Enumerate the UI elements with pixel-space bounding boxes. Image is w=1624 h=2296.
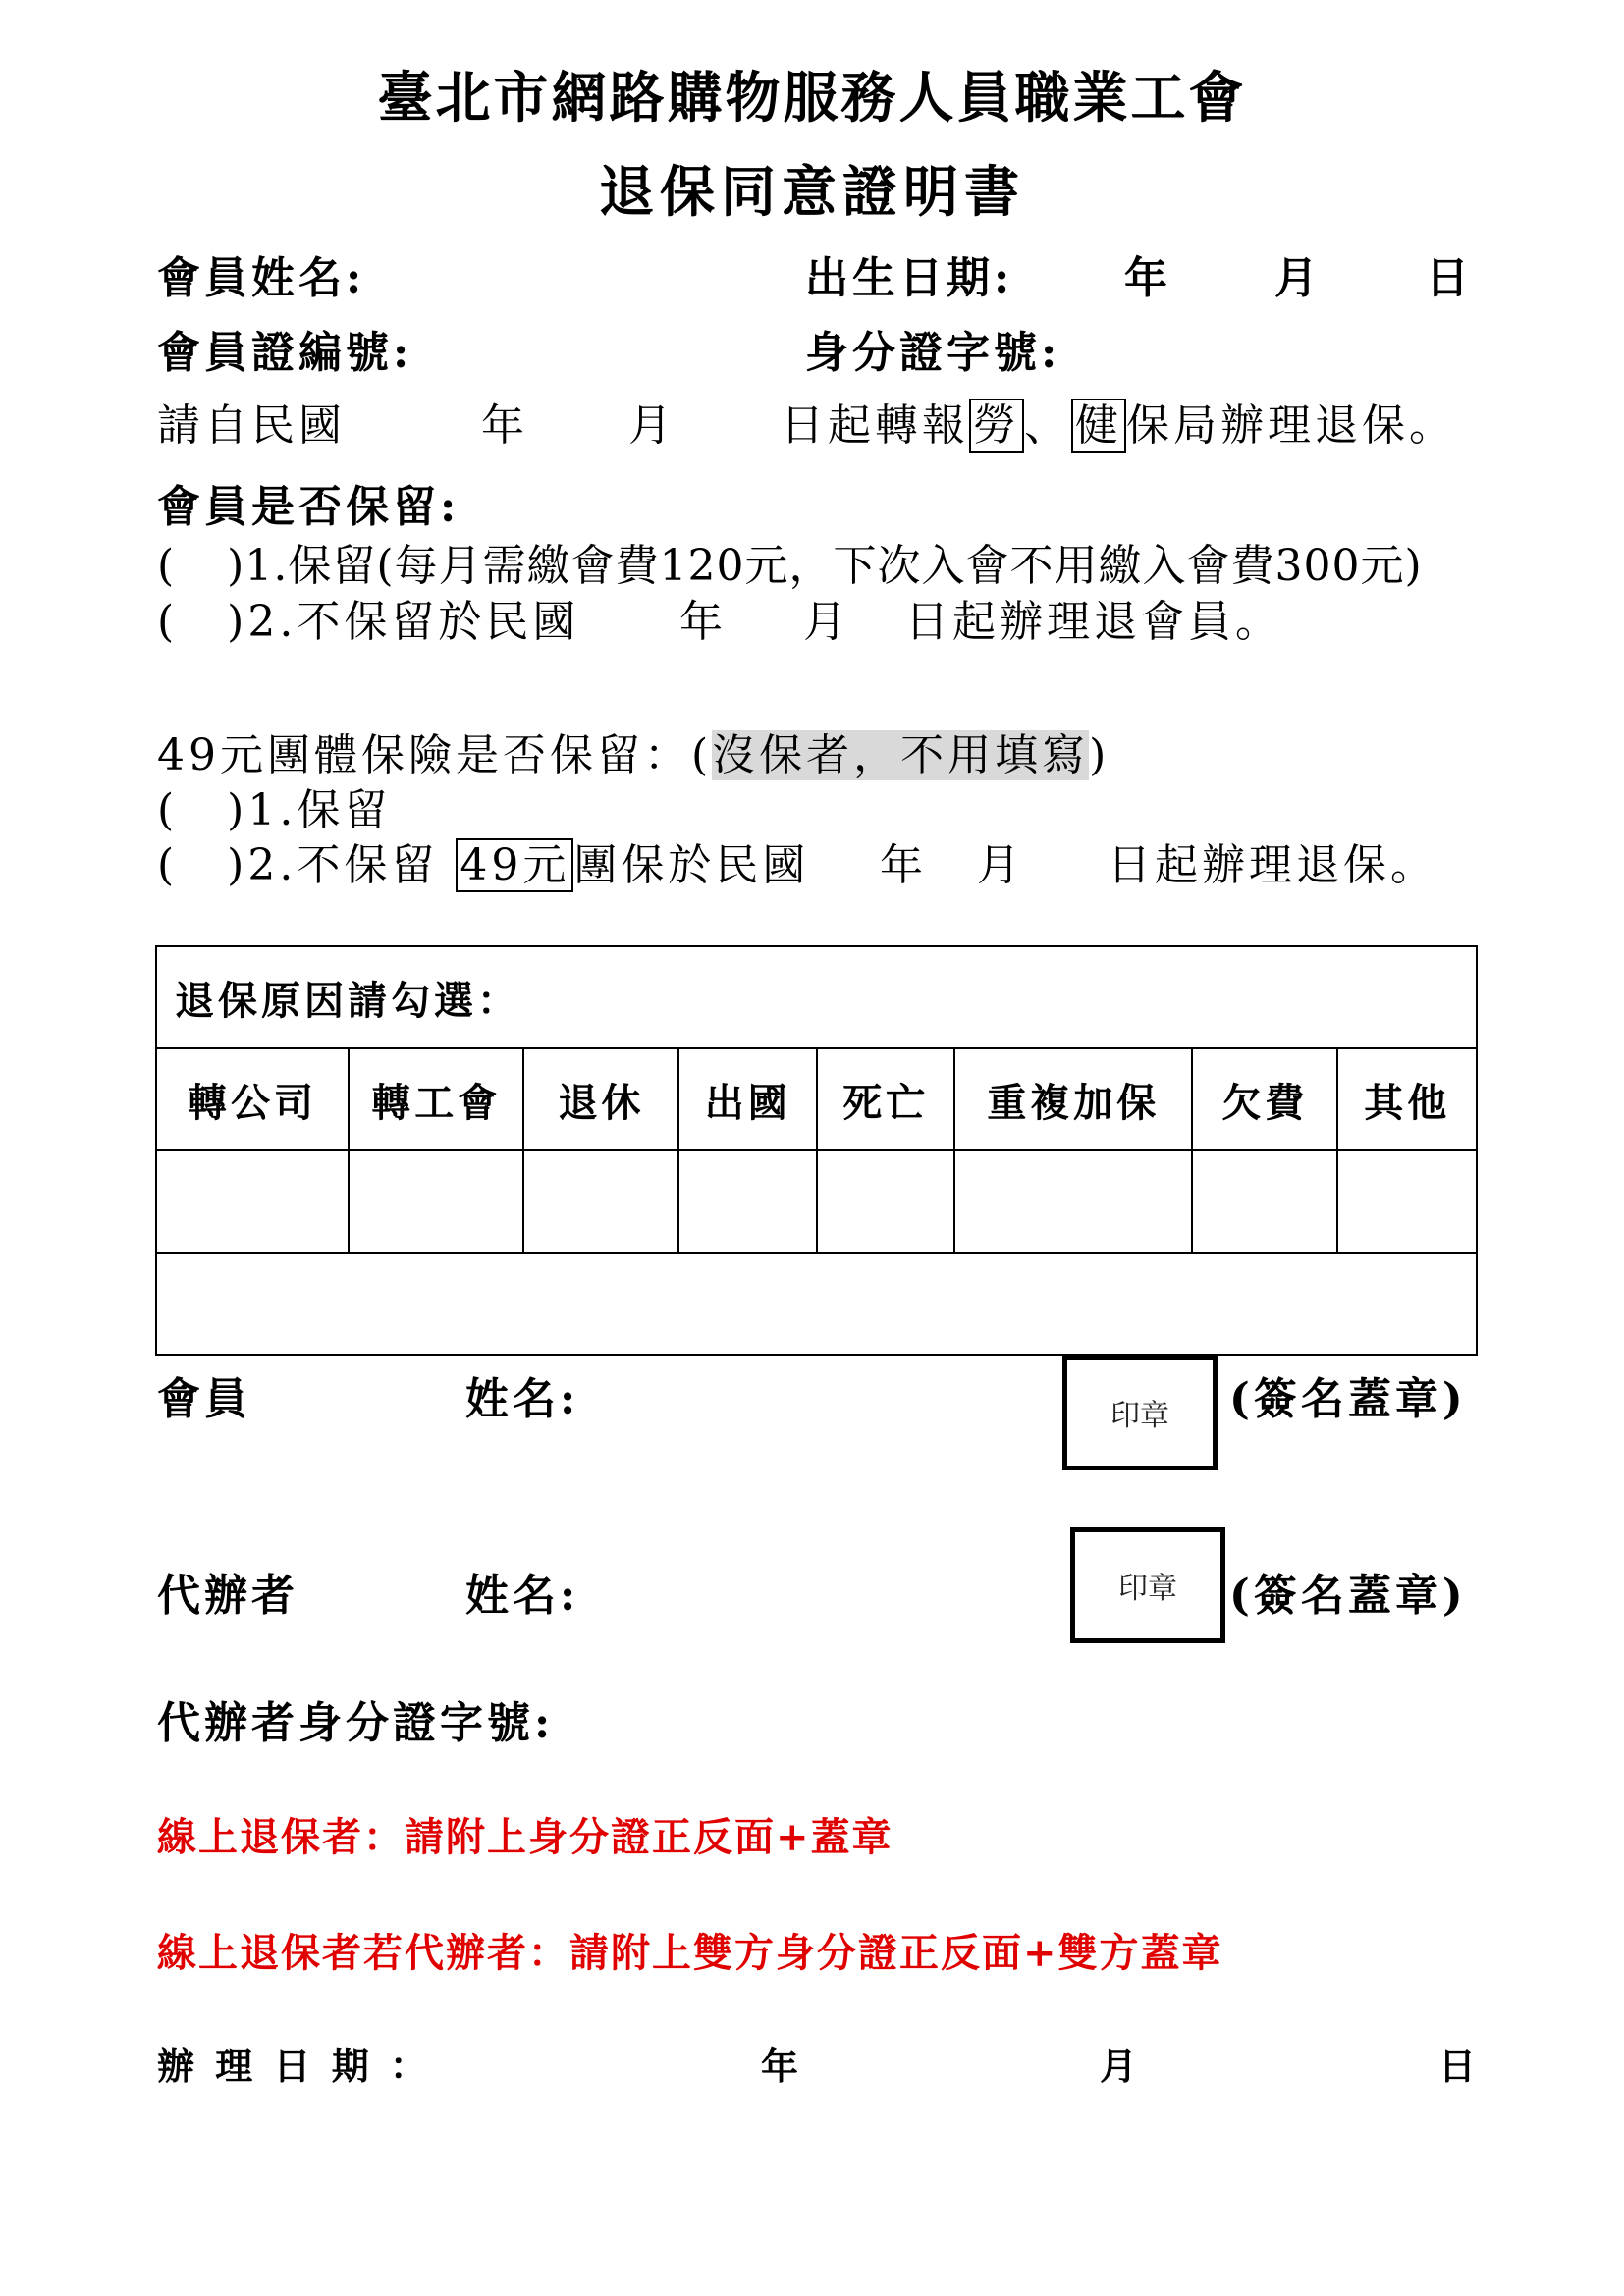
- group-option-2: [157, 840, 810, 890]
- transfer-suffix-line: [781, 400, 1456, 451]
- group-insurance-question-text: 49元團體保險是否保留：(: [157, 730, 713, 780]
- process-date-label: 辦 理 日 期 ：: [157, 2044, 431, 2088]
- agent-sign-note: (簽名蓋章): [1229, 1571, 1467, 1621]
- agent-sign-name-label: 姓名:: [465, 1571, 580, 1621]
- reasons-caption-row: [156, 946, 1477, 1048]
- member-stamp-box[interactable]: 印章: [1062, 1355, 1218, 1470]
- process-date-year: 年: [761, 2044, 803, 2088]
- org-title: 臺北市網路購物服務人員職業工會: [377, 66, 1247, 131]
- reasons-remark-cell[interactable]: [156, 1253, 1477, 1355]
- group-insurance-close: ): [1089, 730, 1110, 780]
- member-sign-label: 會員: [157, 1374, 251, 1424]
- group-option-2-suffix: 日起辦理退保。: [1108, 840, 1437, 890]
- online-agent-note: 線上退保者若代辦者：請附上雙方身分證正反面+雙方蓋章: [157, 1930, 1223, 1976]
- membership-option-2-text: )2.不保留於民國: [227, 597, 580, 647]
- group-option-1: [157, 785, 392, 835]
- group-option-2-checkbox[interactable]: (: [157, 840, 179, 890]
- reason-check-change-union[interactable]: [349, 1150, 523, 1253]
- agent-sign-label: 代辦者: [157, 1571, 298, 1621]
- birth-day-label: 日: [1426, 253, 1473, 303]
- membership-option-1-checkbox[interactable]: (: [157, 541, 179, 591]
- membership-option-1-text: )1.保留(每月需繳會費120元，下次入會不用繳入會費300元): [227, 541, 1423, 591]
- membership-option-1: [157, 541, 1423, 591]
- transfer-from-day: 日起轉報: [781, 400, 969, 451]
- reasons-check-row: [156, 1150, 1477, 1253]
- reason-check-duplicate[interactable]: [954, 1150, 1192, 1253]
- membership-question: 會員是否保留:: [157, 482, 460, 532]
- group-option-2-month: 月: [977, 840, 1024, 890]
- membership-option-2-suffix: 日起辦理退會員。: [905, 597, 1282, 647]
- reason-check-deceased[interactable]: [817, 1150, 954, 1253]
- group-option-2-text: )2.不保留: [227, 840, 439, 890]
- agent-stamp-box[interactable]: 印章: [1070, 1527, 1225, 1643]
- reason-check-abroad[interactable]: [678, 1150, 816, 1253]
- membership-option-2: [157, 597, 580, 647]
- birth-year-label: 年: [1124, 253, 1171, 303]
- group-option-1-checkbox[interactable]: (: [157, 785, 179, 835]
- agent-id-label: 代辦者身分證字號:: [157, 1698, 555, 1748]
- reason-header-deceased: 死亡: [817, 1048, 954, 1150]
- reason-header-abroad: 出國: [678, 1048, 816, 1150]
- transfer-year: 年: [481, 400, 528, 451]
- labor-insurance-box: 勞: [969, 399, 1024, 453]
- membership-option-2-checkbox[interactable]: (: [157, 597, 179, 647]
- reasons-header-row: [156, 1048, 1477, 1150]
- group-amount-box: 49元: [456, 838, 573, 892]
- membership-option-2-month: 月: [803, 597, 850, 647]
- group-insurance-question: [157, 730, 1110, 780]
- transfer-sep: 、: [1024, 400, 1071, 451]
- reasons-remark-row: [156, 1253, 1477, 1355]
- group-option-2-mid: 團保於民國: [573, 840, 810, 890]
- group-insurance-note: 沒保者，不用填寫: [712, 730, 1090, 780]
- reason-header-arrears: 欠費: [1192, 1048, 1337, 1150]
- reason-check-arrears[interactable]: [1192, 1150, 1337, 1253]
- process-date-day: 日: [1438, 2044, 1481, 2088]
- online-self-note: 線上退保者：請附上身分證正反面+蓋章: [157, 1814, 893, 1860]
- birth-month-label: 月: [1274, 253, 1322, 303]
- member-sign-name-label: 姓名:: [465, 1374, 580, 1424]
- membership-option-2-year: 年: [679, 597, 727, 647]
- member-sign-note: (簽名蓋章): [1229, 1374, 1467, 1424]
- reason-check-retire[interactable]: [523, 1150, 678, 1253]
- reason-header-change-company: 轉公司: [156, 1048, 349, 1150]
- member-card-no-label: 會員證編號:: [157, 328, 413, 378]
- birth-date-label: 出生日期:: [805, 253, 1014, 303]
- process-date-month: 月: [1100, 2044, 1142, 2088]
- reason-header-other: 其他: [1337, 1048, 1477, 1150]
- group-option-1-text: )1.保留: [227, 785, 392, 835]
- transfer-month: 月: [628, 400, 676, 451]
- reason-header-retire: 退休: [523, 1048, 678, 1150]
- doc-title: 退保同意證明書: [599, 160, 1025, 225]
- reason-header-duplicate: 重複加保: [954, 1048, 1192, 1150]
- id-no-label: 身分證字號:: [805, 328, 1061, 378]
- reasons-caption: 退保原因請勾選：: [156, 946, 1477, 1048]
- reason-check-other[interactable]: [1337, 1150, 1477, 1253]
- member-name-label: 會員姓名:: [157, 253, 366, 303]
- withdrawal-reasons-table: [155, 945, 1478, 1356]
- reason-header-change-union: 轉工會: [349, 1048, 523, 1150]
- health-insurance-box: 健: [1071, 399, 1126, 453]
- transfer-prefix: 請自民國: [157, 400, 346, 451]
- transfer-suffix: 保局辦理退保。: [1126, 400, 1456, 451]
- reason-check-change-company[interactable]: [156, 1150, 349, 1253]
- group-option-2-year: 年: [880, 840, 927, 890]
